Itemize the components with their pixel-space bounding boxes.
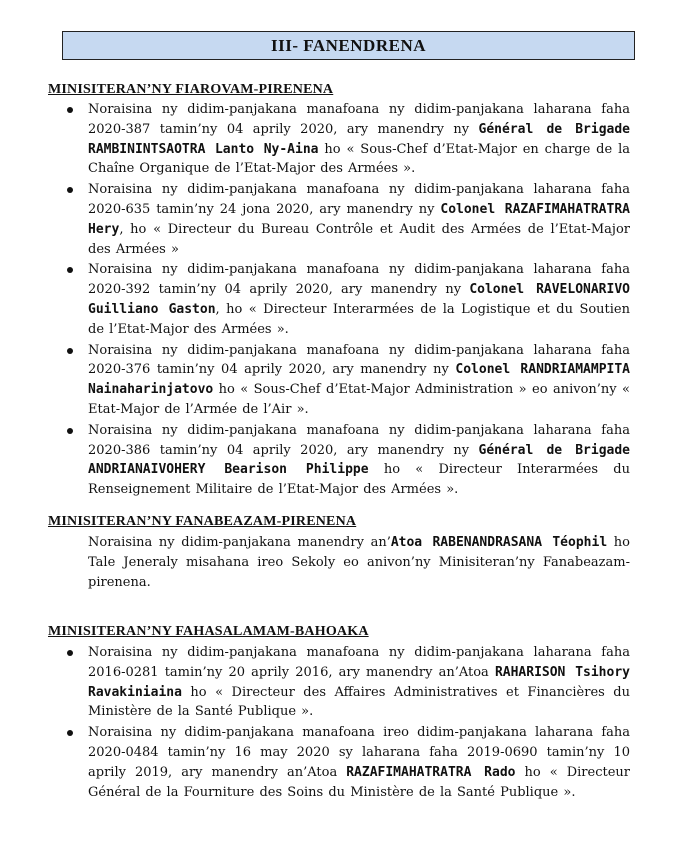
bullet-icon <box>67 730 73 736</box>
item-text: Noraisina ny didim-panjakana manafoana ireo didim-panjakana laharana faha 2020-0484 tamin’ny 16 may 2020 sy laharana faha 2019-0690 tamin’ny 10 aprily 2019, ary manendry an’Atoa RAZAFIMAHATRATRA Rado ho « Directeur Général de la Fourniture des Soins du Ministère de la Santé Publique ». <box>88 725 630 800</box>
item-text: Noraisina ny didim-panjakana manafoana ny didim-panjakana laharana faha 2020-635 tamin’ny 24 jona 2020, ary manendry ny Colonel RAZAFIMAHATRATRA Hery, ho « Directeur du Bureau Contrôle et Audit des Armées de l’Etat-Major des Armées » <box>88 182 630 257</box>
item-text: Noraisina ny didim-panjakana manafoana ny didim-panjakana laharana faha 2020-392 tamin’ny 04 aprily 2020, ary manendry ny Colonel RAVELONARIVO Guilliano Gaston, ho « Directeur Interarmées de la Logistique et du Soutien de l’Etat-Major des Armées ». <box>88 262 630 337</box>
bullet-icon <box>67 187 73 193</box>
item-text: Noraisina ny didim-panjakana manendry an’Atoa RABENANDRASANA Téophil ho Tale Jeneraly misahana ireo Sekoly eo anivon’ny Minisiteran’ny Fanabeazam-pirenena. <box>88 535 630 590</box>
item-text: Noraisina ny didim-panjakana manafoana ny didim-panjakana laharana faha 2020-387 tamin’ny 04 aprily 2020, ary manendry ny Général de Brigade RAMBININTSAOTRA Lanto Ny-Aina ho « Sous-Chef d’Etat-Major en charge de la Chaîne Organique de l’Etat-Major des Armées ». <box>88 102 631 177</box>
list-item <box>88 723 630 802</box>
list-item <box>88 421 630 500</box>
item-text: Noraisina ny didim-panjakana manafoana ny didim-panjakana laharana faha 2020-386 tamin’ny 04 aprily 2020, ary manendry ny Général de Brigade ANDRIANAIVOHERY Bearison Philippe ho « Directeur Interarmées du Renseignement Militaire de l’Etat-Major des Armées ». <box>88 422 631 498</box>
bullet-icon <box>67 650 73 656</box>
section-heading: III- FANENDRENA <box>271 35 426 55</box>
defense-list <box>0 100 678 500</box>
list-item <box>88 643 630 722</box>
section-heading-box <box>62 31 635 60</box>
education-paragraph <box>88 533 630 592</box>
bullet-icon <box>67 107 73 113</box>
list-item <box>88 100 630 179</box>
item-text: Noraisina ny didim-panjakana manafoana ny didim-panjakana laharana faha 2016-0281 tamin’ny 20 aprily 2016, ary manendry an’Atoa RAHARISON Tsihory Ravakiniaina ho « Directeur des Affaires Administratives et Financières du Ministère de la Santé Publique ». <box>88 645 630 720</box>
list-item <box>88 341 630 420</box>
ministry-heading-health: MINISITERAN’NY FAHASALAMAM-BAHOAKA <box>48 624 369 639</box>
item-text: Noraisina ny didim-panjakana manafoana ny didim-panjakana laharana faha 2020-376 tamin’ny 04 aprily 2020, ary manendry ny Colonel RANDRIAMAMPITA Nainaharinjatovo ho « Sous-Chef d’Etat-Major Administration » eo anivon’ny « Etat-Major de l’Armée de l’Air ». <box>88 342 630 417</box>
health-list <box>0 643 678 802</box>
ministry-heading-defense: MINISITERAN’NY FIAROVAM-PIRENENA <box>48 82 334 97</box>
list-item <box>88 180 630 259</box>
ministry-heading-education: MINISITERAN’NY FANABEAZAM-PIRENENA <box>48 514 357 529</box>
bullet-icon <box>67 348 73 354</box>
bullet-icon <box>67 428 73 434</box>
list-item <box>88 260 630 339</box>
bullet-icon <box>67 267 73 273</box>
